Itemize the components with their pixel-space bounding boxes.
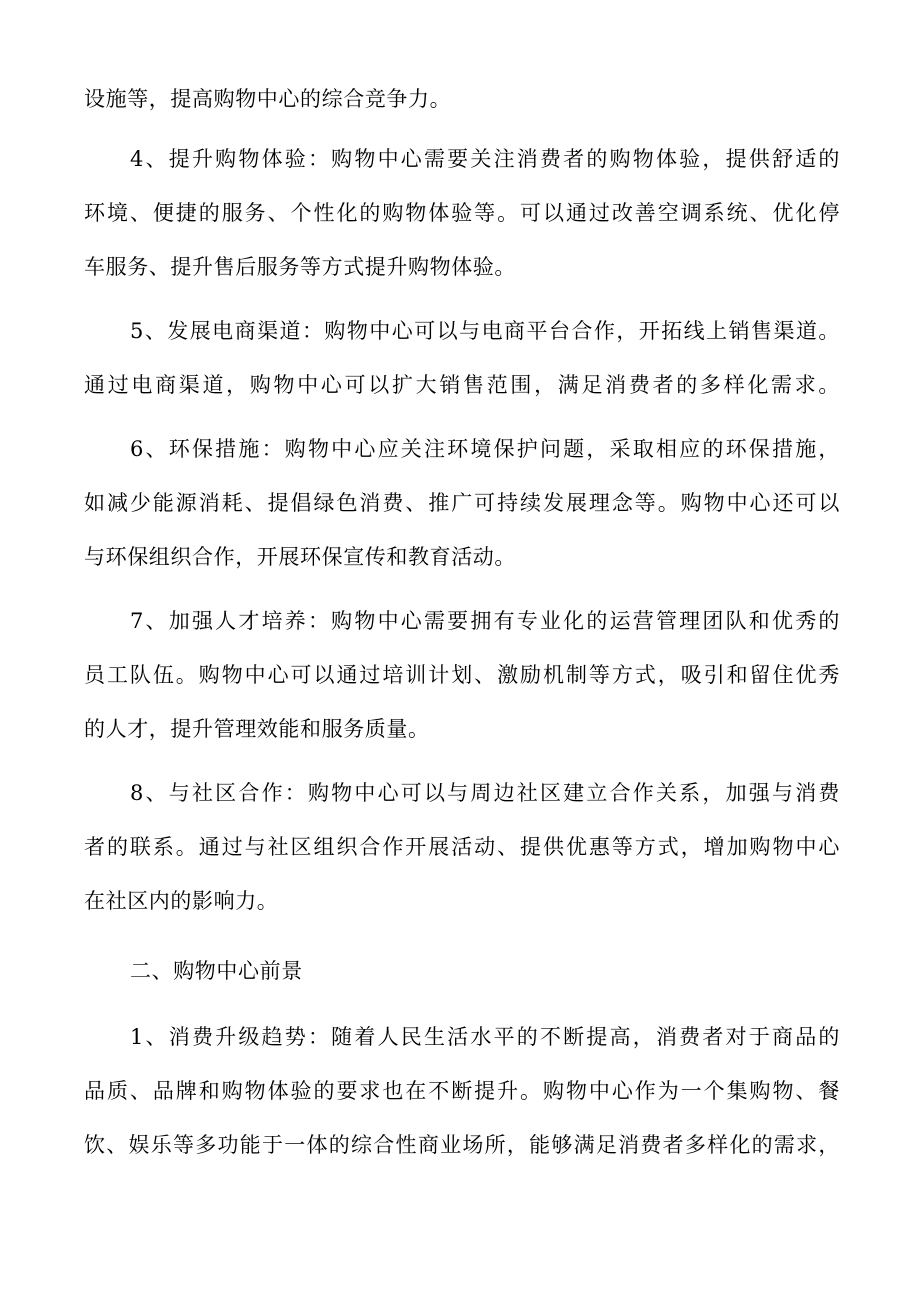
paragraph-line: 车服务、提升售后服务等方式提升购物体验。 [84, 255, 516, 279]
paragraph-line: 与环保组织合作，开展环保宣传和教育活动。 [84, 545, 516, 569]
paragraph-line: 的人才，提升管理效能和服务质量。 [84, 717, 430, 741]
section-heading: 二、购物中心前景 [130, 959, 303, 983]
paragraph-line: 品质、品牌和购物体验的要求也在不断提升。购物中心作为一个集购物、餐 [84, 1079, 840, 1103]
paragraph-line: 环境、便捷的服务、个性化的购物体验等。可以通过改善空调系统、优化停 [84, 201, 840, 225]
paragraph-line: 在社区内的影响力。 [84, 889, 279, 913]
paragraph-line: 设施等，提高购物中心的综合竞争力。 [84, 87, 452, 111]
list-item-1-line: 1、消费升级趋势：随着人民生活水平的不断提高，消费者对于商品的 [130, 1025, 840, 1049]
paragraph-line: 如减少能源消耗、提倡绿色消费、推广可持续发展理念等。购物中心还可以 [84, 491, 840, 515]
list-item-8-line: 8、与社区合作：购物中心可以与周边社区建立合作关系，加强与消费 [130, 781, 840, 805]
paragraph-line: 饮、娱乐等多功能于一体的综合性商业场所，能够满足消费者多样化的需求， [84, 1133, 840, 1157]
paragraph-line: 员工队伍。购物中心可以通过培训计划、激励机制等方式，吸引和留住优秀 [84, 663, 840, 687]
paragraph-line: 通过电商渠道，购物中心可以扩大销售范围，满足消费者的多样化需求。 [84, 373, 840, 397]
paragraph-line: 者的联系。通过与社区组织合作开展活动、提供优惠等方式，增加购物中心 [84, 835, 840, 859]
list-item-5-line: 5、发展电商渠道：购物中心可以与电商平台合作，开拓线上销售渠道。 [130, 319, 840, 343]
list-item-4-line: 4、提升购物体验：购物中心需要关注消费者的购物体验，提供舒适的 [130, 147, 840, 171]
list-item-6-line: 6、环保措施：购物中心应关注环境保护问题，采取相应的环保措施， [130, 437, 840, 461]
list-item-7-line: 7、加强人才培养：购物中心需要拥有专业化的运营管理团队和优秀的 [130, 609, 840, 633]
